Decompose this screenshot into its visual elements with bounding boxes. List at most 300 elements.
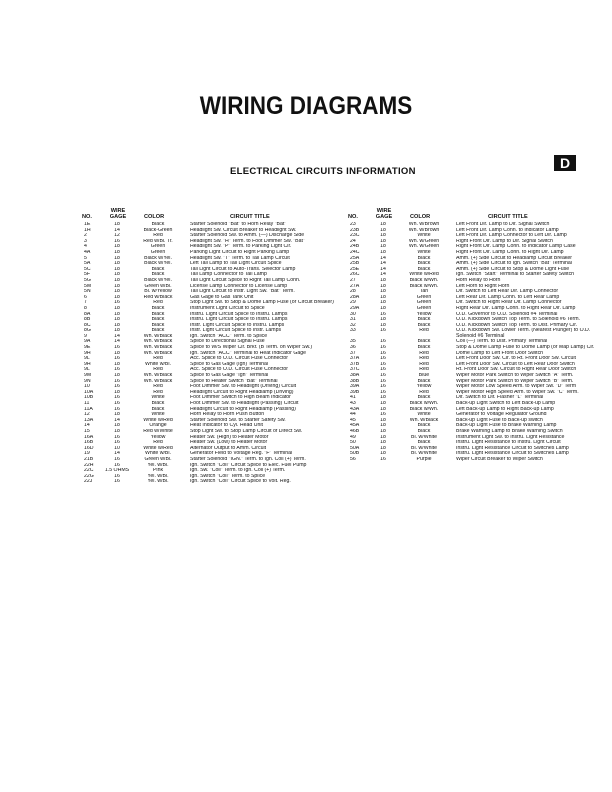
wire-color: Red	[153, 384, 163, 390]
wire-gage: 18	[380, 227, 386, 233]
circuit-row	[348, 328, 606, 339]
circuit-title: Starter Solenoid "IGN." Term. to Ign. Coil (+) Term.	[190, 456, 306, 462]
circuit-number: 8	[84, 305, 87, 311]
circuit-number: 9N	[84, 378, 91, 384]
wire-color: White w/Bl.	[145, 361, 171, 367]
wire-gage: 16	[114, 401, 120, 406]
circuit-number: 25A	[350, 255, 360, 261]
circuit-number: 46B	[350, 428, 360, 434]
wire-gage: 16	[114, 473, 120, 479]
wire-color: Bl. w/Yellow	[144, 289, 172, 295]
circuit-title: Ign. Switch "Coil" Term. to Splice	[190, 473, 266, 479]
circuit-title: Wiper Motor High Speed Arm. to Wiper Sw. "C" Term.	[456, 389, 579, 395]
circuit-title: Horn Relay to Horn Push Button	[190, 412, 265, 418]
header-color: COLOR	[410, 214, 431, 220]
wire-color: Black w/Wh.	[409, 401, 439, 406]
wire-color: White w/Red	[143, 417, 173, 423]
circuit-number: 24	[350, 238, 356, 244]
circuit-title: Brake Warning Lamp to Brake Warning Switch	[456, 428, 563, 434]
circuit-title: Back-up Light Fuse to Back-up switch	[456, 417, 543, 423]
circuit-title: Starter Solenoid Sw. to Starter Safety Sw.	[190, 417, 286, 423]
circuit-title: Acc. Splice to O.D. Circuit Fuse Connector	[190, 367, 289, 373]
wire-color: Black	[151, 311, 165, 317]
header-wire-gage	[106, 208, 130, 220]
circuit-number: 19	[84, 451, 90, 457]
wire-gage: 18	[114, 255, 120, 261]
circuit-title: Left Front Door Sw. Cir. to Rt. Front Door Sw. Circuit	[456, 356, 576, 362]
circuit-number: 29	[350, 300, 356, 306]
circuit-number: 21B	[84, 456, 94, 462]
wire-gage: 18	[114, 272, 120, 278]
circuit-title: O.D. Kickdown Sw. Lower Term. (Nearest Plunger) to O.D. Solenoid #6 Terminal	[456, 328, 591, 339]
wire-color: Red	[153, 300, 163, 306]
wire-color: Red w/Black	[143, 294, 173, 300]
wire-gage: 14	[114, 417, 120, 423]
left-table-header	[82, 200, 340, 222]
wire-gage: 16	[114, 395, 120, 401]
circuit-title: Headlight Sw. "T" Term. to Tail Lamp Circuit	[190, 255, 290, 261]
circuit-title: Dir. Switch to Right Rear Dir. Lamp Connector	[456, 300, 562, 306]
circuit-title: Instru. Light Circuit Splice to Instru. Lamps	[190, 317, 288, 323]
circuit-number: 15	[84, 428, 90, 434]
wire-gage: 18	[380, 300, 386, 306]
circuit-title: Tail Light Circuit to Instr. Light Sw. "Bat" Term.	[190, 289, 295, 295]
wire-gage: 18	[380, 428, 386, 434]
circuit-title: License Lamp Connector to License Lamp	[190, 283, 288, 289]
wire-gage: 16	[380, 378, 386, 384]
circuit-title: Ign. Switch "ACC" Term. to Splice	[190, 333, 268, 339]
circuit-title: Heat Indicator to Cyl. Head Unit	[190, 423, 263, 429]
wire-gage: 1.5 OHMS	[104, 468, 130, 474]
circuit-title: Tail Light Circuit to Auto-Trans. Selector Lamp	[190, 266, 296, 272]
header-no: NO.	[82, 214, 92, 220]
circuit-title: Headlight Sw. "H" Term. to Foot Dimmer Sw. "Bat"	[190, 238, 305, 244]
circuit-number: 23C	[350, 233, 360, 239]
circuit-number: 24C	[350, 249, 360, 255]
wire-color: Black	[417, 317, 431, 323]
circuit-number: 10	[84, 384, 90, 390]
wire-gage: 14	[380, 266, 386, 272]
wire-color: Black	[151, 305, 165, 311]
circuit-title: Starter Solenoid Sw. to Amm. (—) Discharge Side	[190, 233, 305, 239]
wire-color: Black	[417, 322, 431, 328]
circuit-number: 44	[350, 412, 356, 418]
wire-color: Wh. w/Brown	[408, 222, 440, 227]
circuit-title: Headlight Circuit to Right Headlamp (Passing)	[190, 406, 296, 412]
wire-color: Wh. w/Black	[143, 339, 173, 345]
wire-gage: 18	[114, 283, 120, 289]
circuit-title: Amm. (+) Side Circuit to Stop & Dome Light Fuse	[456, 266, 570, 272]
circuit-number: 5A	[84, 261, 91, 267]
circuit-title: Stop & Dome Lamp Fuse to Dome Lamp (or Map Lamp) Cir.	[456, 345, 595, 351]
wire-gage: 18	[114, 328, 120, 334]
circuit-title: Dir. Switch to Left Rear Dir. Lamp Connector	[456, 289, 559, 295]
wire-color: Black	[417, 378, 431, 384]
wire-color: Red	[419, 356, 429, 362]
circuit-title: Heater Sw. (Low) to Heater Motor	[190, 440, 268, 446]
circuit-title: O.D. Kickdown Switch Top Term. to Solenoid #6 Term.	[456, 317, 580, 323]
circuit-title: Foot Dimmer Sw. to Headlight (Driving) Circuit	[190, 384, 297, 390]
circuit-title: Dir. Switch to Dir. Flasher "L" Terminal	[456, 395, 544, 401]
wire-gage: 14	[114, 451, 120, 457]
circuit-title: Left Back-up Lamp to Right Back-up Lamp	[456, 406, 554, 412]
circuit-title: Right Front Dir. Lamp Conn. to Right Dir. Lamp	[456, 249, 564, 255]
circuit-number: 10B	[84, 395, 94, 401]
wire-gage: 16	[114, 479, 120, 485]
circuit-number: 8B	[84, 317, 91, 323]
circuit-number: 1H	[84, 227, 91, 233]
circuit-number: 49	[350, 434, 356, 440]
circuit-row	[82, 479, 340, 485]
wire-gage: 18	[380, 305, 386, 311]
wire-gage: 18	[114, 305, 120, 311]
circuit-number: 9	[84, 333, 87, 339]
wire-color: Black-Green	[143, 227, 173, 233]
wire-color: Yellow	[150, 434, 166, 440]
circuit-title: Wiper Circuit Breaker to Wiper Switch	[456, 456, 543, 462]
header-circuit-title: CIRCUIT TITLE	[488, 214, 528, 220]
circuit-number: 8G	[84, 328, 91, 334]
wire-color: Yel. w/Bl.	[147, 462, 169, 468]
circuit-number: 9H	[84, 361, 91, 367]
wire-gage: 16	[114, 238, 120, 244]
wire-color: Black	[151, 317, 165, 323]
circuit-number: 26C	[350, 272, 360, 278]
wire-gage: 18	[380, 244, 386, 250]
wire-color: Red	[419, 361, 429, 367]
circuit-title: Ign. Switch "ACC" Terminal to Heat Indicator Gage	[190, 350, 307, 356]
wire-gage: 16	[380, 345, 386, 351]
wire-color: Red	[153, 367, 163, 373]
circuit-number: 33	[350, 328, 356, 334]
wire-gage: 14	[114, 227, 120, 233]
right-table-body	[348, 222, 606, 463]
wire-color: Bl. w/White	[411, 451, 437, 457]
wire-color: Red	[419, 350, 429, 356]
circuit-number: 5C	[84, 266, 91, 272]
circuit-number: 39B	[350, 389, 360, 395]
circuit-number: 5F	[84, 272, 91, 278]
circuit-title: Left Horn to Right Horn	[456, 283, 510, 289]
wire-color: Black	[151, 222, 165, 227]
circuit-title: Horn Relay to Horn	[456, 277, 501, 283]
left-table-body	[82, 222, 340, 485]
wire-color: Black	[417, 428, 431, 434]
circuit-title: Stop Light Sw. to Stop Lamp Circuit of Direct Sw.	[190, 428, 303, 434]
circuit-number: 9H	[84, 350, 91, 356]
circuit-title: Stop Light Sw. to Stop & Dome Lamp Fuse (or Circuit Breaker)	[190, 300, 334, 306]
wire-gage: 18	[114, 249, 120, 255]
wire-color: White	[151, 412, 165, 418]
circuit-title: Ign. Switch "Coil" Circuit Splice to Elec. Fuel Pump	[190, 462, 307, 468]
wire-color: White	[151, 395, 165, 401]
wire-color: White	[417, 233, 431, 239]
wire-color: Green	[150, 249, 166, 255]
circuit-number: 1E	[84, 222, 91, 227]
circuit-title: O.D. Governor to O.D. Solenoid #4 Terminal	[456, 311, 558, 317]
wire-gage: 16	[380, 339, 386, 345]
wire-gage: 18	[380, 222, 386, 227]
circuit-number: 56	[350, 456, 356, 462]
circuit-number: 38A	[350, 373, 360, 379]
wire-color: Red w/White	[143, 428, 173, 434]
wire-gage: 16	[114, 440, 120, 446]
wire-gage: 16	[114, 378, 120, 384]
wire-color: Black	[417, 339, 431, 345]
wire-color: White w/Red	[409, 272, 439, 278]
wire-color: Yel. w/Bl.	[147, 479, 169, 485]
circuit-number: 37B	[350, 361, 360, 367]
circuit-title: Ign. Sw. "Coil" Term. to Ign. Coil (+) Term.	[190, 468, 286, 474]
wire-color: White w/Red	[143, 445, 173, 451]
circuit-title: Coil (—) Term. to Dist. Primary Terminal	[456, 339, 548, 345]
wire-gage: 18	[380, 277, 386, 283]
wire-color: Bl. w/White	[411, 445, 437, 451]
wire-gage: 18	[114, 423, 120, 429]
header-wire-label: WIRE	[376, 208, 392, 214]
circuit-number: 45	[350, 417, 356, 423]
circuit-title: Splice to Directional Signal Fuse	[190, 339, 265, 345]
wire-gage: 12	[114, 233, 120, 239]
circuit-number: 10A	[84, 389, 94, 395]
circuit-title: Instrument Light Sw. to Instru. Light Resistance	[456, 434, 565, 440]
circuit-number: 4A	[84, 249, 91, 255]
wire-gage: 16	[114, 300, 120, 306]
wire-color: Green	[150, 244, 166, 250]
header-wire-label: WIRE	[110, 208, 126, 214]
circuit-row	[348, 457, 606, 463]
wire-gage: 16	[380, 389, 386, 395]
circuit-number: 16D	[84, 445, 94, 451]
circuit-number: 38B	[350, 378, 360, 384]
circuit-title: Generator to Voltage Regulator Ground	[456, 412, 547, 418]
wire-gage: 16	[380, 350, 386, 356]
circuit-number: 36	[350, 345, 356, 351]
wire-gage: 14	[114, 339, 120, 345]
wire-gage: 16	[114, 356, 120, 362]
circuit-title: Splice to Gas Gage (Ign) Terminal	[190, 361, 269, 367]
wire-gage: 16	[380, 412, 386, 418]
circuit-number: 28	[350, 289, 356, 295]
circuit-number: 9L	[84, 367, 90, 373]
circuit-number: 35	[350, 339, 356, 345]
wire-color: Wh. w/Black	[143, 350, 173, 356]
wire-gage: 18	[380, 238, 386, 244]
wire-gage: 14	[380, 255, 386, 261]
wire-color: Wh. w/Green	[408, 244, 440, 250]
circuit-title: Alternator Output to Amm. Circuit	[190, 445, 267, 451]
wire-color: Black w/Wh.	[409, 277, 439, 283]
circuit-title: Acc. Splice to O.D. Circuit Fuse Connector	[190, 356, 289, 362]
circuit-number: 9L	[84, 356, 90, 362]
wire-gage: 18	[380, 440, 386, 446]
wire-gage: 18	[114, 322, 120, 328]
circuit-title: Splice to Heater Switch "Bat" Terminal	[190, 378, 278, 384]
circuit-number: 13A	[84, 417, 94, 423]
circuit-title: Left Front Dir. Lamp Conn. to Indicator Lamp	[456, 227, 559, 233]
circuit-title: Foot Dimmer Switch to High Beam Indicator	[190, 395, 291, 401]
wire-color: Black w/Yel.	[144, 255, 172, 261]
circuit-title: Right Rear Dir. Lamp Conn. to Right Rear Dir. Lamp	[456, 305, 576, 311]
circuit-title: O.D. Kickdown Switch Top Term. to Dist. Primary Cir.	[456, 322, 578, 328]
wire-color: Black	[417, 255, 431, 261]
wire-gage: 16	[380, 384, 386, 390]
wire-color: Red	[153, 389, 163, 395]
wire-color: White	[417, 249, 431, 255]
circuit-title: Instru. Light Circuit Splice to Instru. Lamps	[190, 311, 288, 317]
circuit-title: Back-up Light Switch to Left Back-up Lamp	[456, 401, 556, 406]
wire-gage: 18	[380, 283, 386, 289]
page-subtitle: ELECTRICAL CIRCUITS INFORMATION	[230, 166, 416, 177]
circuit-number: 8A	[84, 311, 91, 317]
circuit-number: 11	[84, 401, 90, 406]
wire-gage: 18	[380, 294, 386, 300]
circuit-title: Instru. Light Resistance Circuit to Switches Lamp	[456, 451, 569, 457]
circuit-number: 5	[84, 255, 87, 261]
circuit-title: Amm. (+) Side Circuit to Ign. Switch "Bat" Terminal	[456, 261, 572, 267]
wire-gage: 16	[380, 361, 386, 367]
wire-gage: 16	[380, 328, 386, 334]
circuit-number: 12	[84, 412, 90, 418]
circuit-title: Tail Light Circuit Splice to Right Tail Lamp Conn.	[190, 277, 301, 283]
circuit-title: Wiper Motor Park Switch to Wiper Switch "B" Term.	[456, 378, 574, 384]
wire-gage: 18	[380, 233, 386, 239]
wire-gage: 18	[114, 222, 120, 227]
wire-color: Green	[416, 305, 432, 311]
header-wire-gage	[372, 208, 396, 220]
circuit-title: Instr. Light Circuit Splice to Instr. Lamps	[190, 328, 282, 334]
wire-gage: 18	[380, 423, 386, 429]
wire-color: Wh. w/Green	[408, 238, 440, 244]
wire-gage: 18	[114, 361, 120, 367]
wire-gage: 18	[380, 445, 386, 451]
wire-gage: 18	[114, 373, 120, 379]
wire-gage: 18	[114, 244, 120, 250]
wire-color: Red	[419, 389, 429, 395]
circuit-number: 22G	[84, 473, 94, 479]
circuit-title: Splice to Gas Gage "Ign" Terminal	[190, 373, 269, 379]
circuit-number: 37A	[350, 356, 360, 362]
wire-color: Wh. w/Brown	[408, 227, 440, 233]
wire-gage: 16	[114, 406, 120, 412]
left-circuit-table	[82, 200, 340, 485]
circuit-number: 32	[350, 322, 356, 328]
wire-color: Yel. w/Bl.	[147, 473, 169, 479]
wire-gage: 16	[114, 434, 120, 440]
circuit-number: 24B	[350, 244, 360, 250]
circuit-title: Instr. Light Circuit Splice to Instru. Lamps	[190, 322, 285, 328]
wire-gage: 18	[380, 322, 386, 328]
circuit-number: 28A	[350, 294, 360, 300]
wire-gage: 16	[114, 462, 120, 468]
wire-color: Black	[417, 261, 431, 267]
wire-gage: 16	[114, 456, 120, 462]
circuit-number: 25E	[350, 266, 360, 272]
wire-color: Black	[151, 401, 165, 406]
circuit-title: Ign. Switch "Start" Terminal to Starter Safety Switch	[456, 272, 575, 278]
circuit-number: 8C	[84, 322, 91, 328]
circuit-title: Left Tail Lamp to Tail Light Circuit Splice	[190, 261, 282, 267]
circuit-number: 16B	[84, 440, 94, 446]
circuit-number: 29A	[350, 305, 360, 311]
header-no: NO.	[348, 214, 358, 220]
wire-gage: 16	[380, 311, 386, 317]
circuit-title: Rt. Front Door Sw. Circuit to Right Rear Door Switch	[456, 367, 577, 373]
circuit-number: 22H	[84, 462, 94, 468]
circuit-number: 4	[84, 244, 87, 250]
circuit-number: 50A	[350, 445, 360, 451]
circuit-title: Instru. Light Resistance Circuit to Switches Lamp	[456, 445, 569, 451]
circuit-number: 3	[84, 238, 87, 244]
wire-color: Black	[417, 440, 431, 446]
circuit-title: Gas Gage to Gas Tank Unit	[190, 294, 254, 300]
circuit-number: 50	[350, 440, 356, 446]
circuit-title: Dome Lamp to Left Front Door Switch	[456, 350, 544, 356]
wire-gage: 18	[114, 289, 120, 295]
circuit-number: 22C	[84, 468, 94, 474]
header-gage-label: GAGE	[375, 214, 393, 220]
wire-color: Orange	[149, 423, 167, 429]
wire-gage: 18	[380, 249, 386, 255]
wire-color: Red	[153, 356, 163, 362]
wire-gage: 18	[380, 451, 386, 457]
wire-color: Purple	[416, 456, 432, 462]
circuit-number: 23	[350, 222, 356, 227]
circuit-number: 7	[84, 300, 87, 306]
circuit-title: Headlight Sw. "P" Term. to Parking Light Cir.	[190, 244, 292, 250]
wire-color: Wh. w/Black	[143, 373, 173, 379]
wire-gage: 18	[380, 417, 386, 423]
page-title: WIRING DIAGRAMS	[199, 92, 413, 120]
wire-gage: 18	[114, 277, 120, 283]
circuit-title: Wiper Motor Low Speed Arm. to Wiper Sw. "D" Term	[456, 384, 577, 390]
wire-gage: 18	[380, 317, 386, 323]
wire-gage: 16	[114, 384, 120, 390]
wire-color: White	[417, 412, 431, 418]
wire-color: Black	[151, 266, 165, 272]
circuit-number: 23B	[350, 227, 360, 233]
section-badge: D	[554, 155, 576, 171]
circuit-number: 45A	[350, 423, 360, 429]
circuit-title: Generator Field to Voltage Reg. "F" Terminal	[190, 451, 293, 457]
wire-gage: 14	[114, 333, 120, 339]
right-table-header	[348, 200, 606, 222]
header-circuit-title: CIRCUIT TITLE	[230, 214, 270, 220]
circuit-title: Instrument Light Circuit to Splice	[190, 305, 265, 311]
circuit-title: Wiper Motor Park Switch to Wiper Switch "A" Term.	[456, 373, 574, 379]
circuit-number: 11A	[84, 406, 93, 412]
circuit-title: Left Front Door Sw. Circuit to Left Rear Door Switch	[456, 361, 575, 367]
wire-color: Wh. w/Black	[143, 345, 173, 351]
wire-gage: 18	[114, 294, 120, 300]
circuit-number: 14	[84, 423, 90, 429]
circuit-number: 5M	[84, 283, 92, 289]
wire-color: Black w/Yel.	[144, 261, 172, 267]
wire-color: Black	[417, 345, 431, 351]
circuit-number: 9A	[84, 339, 91, 345]
circuit-number: 27A	[350, 283, 360, 289]
circuit-title: Right Front Dir. Lamp to Dir. Signal Switch	[456, 238, 553, 244]
circuit-number: 39A	[350, 384, 360, 390]
circuit-number: 41	[350, 395, 356, 401]
circuit-title: Back-up Light Fuse to Brake Warning Lamp	[456, 423, 557, 429]
wire-gage: 14	[380, 272, 386, 278]
wire-color: Blue	[418, 373, 430, 379]
circuit-number: 30	[350, 311, 356, 317]
wire-color: Black w/Wh.	[409, 283, 439, 289]
circuit-number: 43	[350, 401, 356, 406]
wire-gage: 18	[380, 395, 386, 401]
